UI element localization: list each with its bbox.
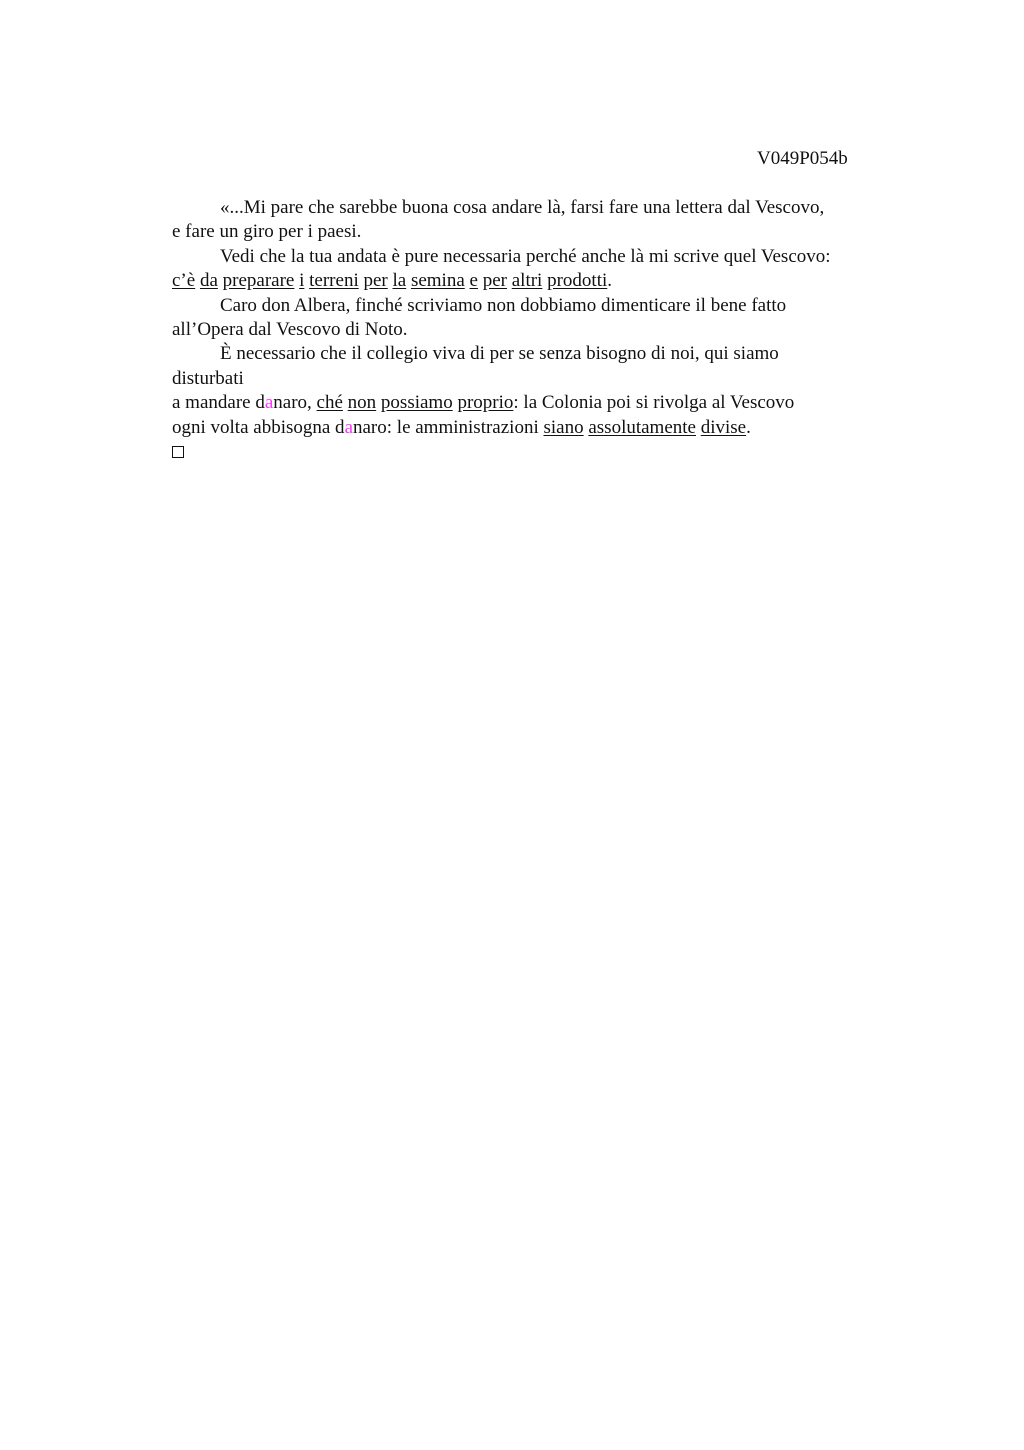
- underlined-word: proprio: [457, 392, 514, 414]
- text-segment: ogni volta abbisogna d: [172, 416, 345, 438]
- underlined-word: c’è: [172, 270, 196, 292]
- paragraph-4-line-1: È necessario che il collegio viva di per se senza bisogno di noi, qui siamo: [220, 343, 779, 365]
- highlighted-letter: a: [344, 416, 353, 438]
- underlined-word: la: [392, 270, 407, 292]
- sentence-end: .: [607, 270, 613, 292]
- paragraph-4-line-4: [172, 416, 892, 440]
- underlined-word: i: [299, 270, 305, 292]
- underlined-word: preparare: [222, 270, 295, 292]
- paragraph-3-line-2: all’Opera dal Vescovo di Noto.: [172, 318, 408, 340]
- paragraph-3-line-1: Caro don Albera, finché scriviamo non dobbiamo dimenticare il bene fatto: [220, 294, 787, 316]
- underlined-word: possiamo: [380, 392, 453, 414]
- underlined-word: semina: [410, 270, 465, 292]
- text-segment: naro: le amministrazioni: [353, 416, 544, 438]
- underlined-word: prodotti: [547, 270, 608, 292]
- paragraph-2-line-2: [172, 269, 892, 293]
- paragraph-4-line-2: disturbati: [172, 367, 244, 389]
- underlined-word: siano: [543, 416, 584, 438]
- checkbox-icon: [172, 446, 184, 458]
- text-segment: naro,: [273, 392, 317, 414]
- paragraph-1-line-1: «...Mi pare che sarebbe buona cosa andare là, farsi fare una lettera dal Vescovo,: [220, 197, 825, 218]
- text-segment: .: [746, 416, 751, 438]
- end-marker-line: [172, 440, 892, 464]
- highlighted-letter: a: [264, 392, 274, 414]
- underlined-word: per: [482, 270, 507, 292]
- underlined-word: divise: [700, 416, 747, 438]
- underlined-word: terreni: [309, 270, 359, 292]
- underlined-word: ché: [316, 392, 343, 414]
- paragraph-2-line-1: Vedi che la tua andata è pure necessaria perché anche là mi scrive quel Vescovo:: [220, 245, 831, 267]
- underlined-word: e: [469, 270, 478, 292]
- underlined-word: non: [347, 392, 377, 414]
- underlined-word: altri: [511, 270, 543, 292]
- paragraph-1-line-2: e fare un giro per i paesi.: [172, 221, 362, 243]
- paragraph-4-line-3: [172, 391, 892, 415]
- letter-body: [172, 196, 892, 464]
- underlined-word: assolutamente: [588, 416, 696, 438]
- page-code: V049P054b: [757, 148, 848, 169]
- text-segment: a mandare d: [172, 392, 265, 414]
- underlined-word: da: [199, 270, 218, 292]
- underlined-word: per: [363, 270, 388, 292]
- text-segment: : la Colonia poi si rivolga al Vescovo: [513, 392, 795, 414]
